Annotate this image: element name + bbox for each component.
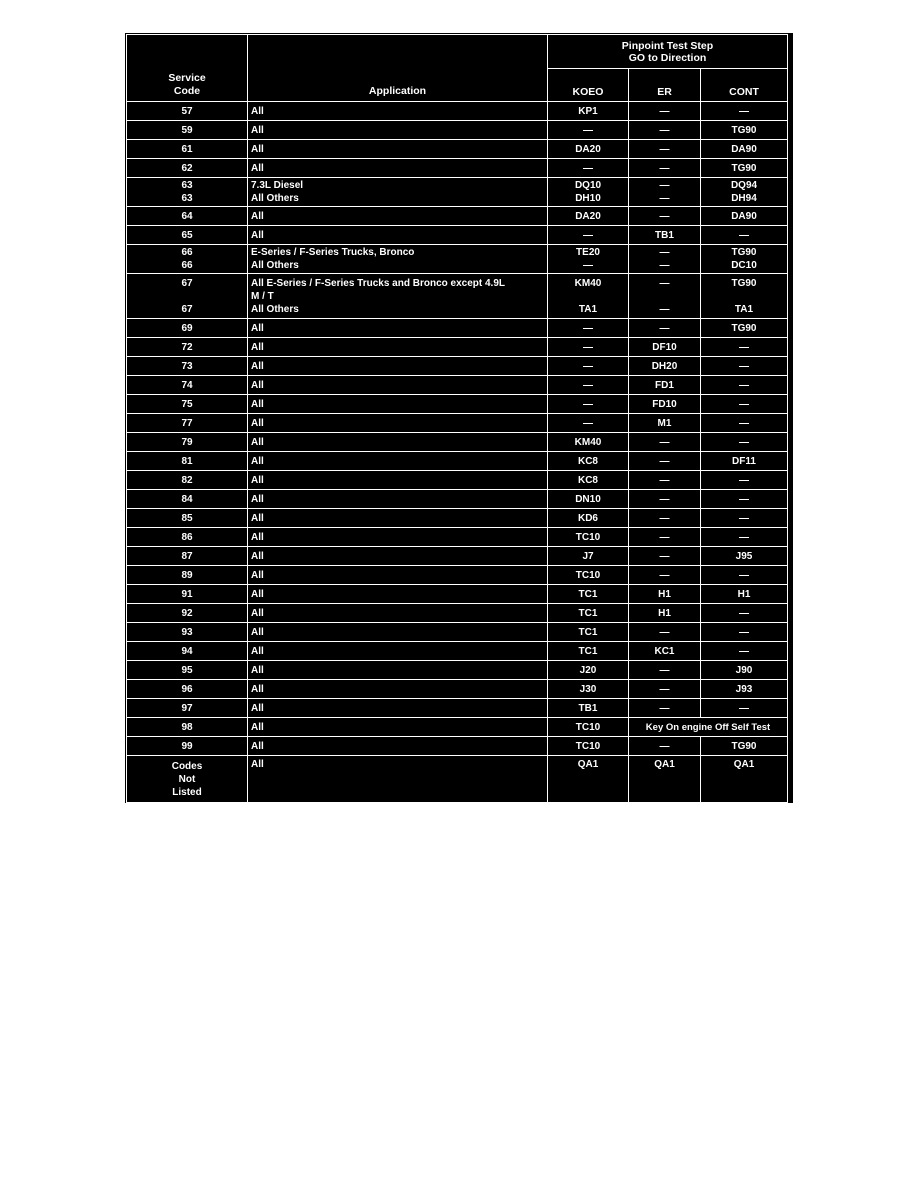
er-cell: KC1	[629, 642, 701, 661]
er-cell: — —	[629, 178, 701, 207]
cont-cell: QA1	[701, 756, 788, 803]
koeo-cell: TE20 —	[548, 245, 629, 274]
cont-cell: TG90 TA1	[701, 274, 788, 319]
application-cell: All	[248, 452, 548, 471]
service-code-cell: 67 67	[127, 274, 248, 319]
header-er: ER	[629, 69, 701, 102]
koeo-cell: —	[548, 121, 629, 140]
koeo-cell: —	[548, 414, 629, 433]
table-row	[127, 226, 788, 245]
application-cell: All	[248, 121, 548, 140]
table-row	[127, 178, 788, 207]
cont-cell: J93	[701, 680, 788, 699]
cont-cell: —	[701, 604, 788, 623]
table-row	[127, 737, 788, 756]
er-cell: —	[629, 509, 701, 528]
er-cell: —	[629, 207, 701, 226]
table-row	[127, 102, 788, 121]
application-cell: All	[248, 207, 548, 226]
koeo-cell: KD6	[548, 509, 629, 528]
koeo-cell: —	[548, 395, 629, 414]
cont-cell: —	[701, 509, 788, 528]
er-cell: —	[629, 661, 701, 680]
table-row	[127, 274, 788, 319]
table-row	[127, 680, 788, 699]
er-cell: —	[629, 490, 701, 509]
er-cell: —	[629, 452, 701, 471]
application-cell: All	[248, 102, 548, 121]
cont-cell: —	[701, 433, 788, 452]
cont-cell: DQ94 DH94	[701, 178, 788, 207]
service-code-cell: 87	[127, 547, 248, 566]
service-code-cell: 74	[127, 376, 248, 395]
cont-cell: TG90 DC10	[701, 245, 788, 274]
koeo-cell: —	[548, 376, 629, 395]
er-cell: FD10	[629, 395, 701, 414]
service-code-cell: 63 63	[127, 178, 248, 207]
application-cell: All E-Series / F-Series Trucks and Bronco except 4.9L M / T All Others	[248, 274, 548, 319]
cont-cell: —	[701, 226, 788, 245]
service-code-cell: 95	[127, 661, 248, 680]
service-code-cell: 96	[127, 680, 248, 699]
er-cell: —	[629, 737, 701, 756]
koeo-cell: —	[548, 319, 629, 338]
application-cell: All	[248, 547, 548, 566]
koeo-cell: DQ10 DH10	[548, 178, 629, 207]
koeo-cell: —	[548, 159, 629, 178]
table-row	[127, 433, 788, 452]
cont-cell: TG90	[701, 121, 788, 140]
cont-cell: —	[701, 102, 788, 121]
er-cell: —	[629, 623, 701, 642]
application-cell: 7.3L Diesel All Others	[248, 178, 548, 207]
service-code-cell: 84	[127, 490, 248, 509]
application-cell: All	[248, 414, 548, 433]
koeo-cell: —	[548, 357, 629, 376]
er-cell: DF10	[629, 338, 701, 357]
table-row	[127, 718, 788, 737]
header-service-code: Service Code	[127, 35, 248, 102]
table-row	[127, 159, 788, 178]
application-cell: All	[248, 226, 548, 245]
cont-cell: —	[701, 376, 788, 395]
service-code-table-panel	[125, 33, 793, 803]
table-row	[127, 604, 788, 623]
er-cell: —	[629, 159, 701, 178]
service-code-cell: 66 66	[127, 245, 248, 274]
koeo-cell: J30	[548, 680, 629, 699]
table-row	[127, 471, 788, 490]
er-cont-note-cell: Key On engine Off Self Test	[629, 718, 788, 737]
table-row	[127, 623, 788, 642]
service-code-cell: 65	[127, 226, 248, 245]
application-cell: All	[248, 471, 548, 490]
cont-cell: —	[701, 395, 788, 414]
table-row	[127, 319, 788, 338]
er-cell: FD1	[629, 376, 701, 395]
service-code-cell: 92	[127, 604, 248, 623]
er-cell: —	[629, 566, 701, 585]
application-cell: All	[248, 338, 548, 357]
cont-cell: TG90	[701, 737, 788, 756]
service-code-cell: 57	[127, 102, 248, 121]
table-row	[127, 207, 788, 226]
service-code-cell: 79	[127, 433, 248, 452]
application-cell: All	[248, 509, 548, 528]
service-code-cell: 98	[127, 718, 248, 737]
koeo-cell: QA1	[548, 756, 629, 803]
application-cell: All	[248, 319, 548, 338]
er-cell: H1	[629, 585, 701, 604]
header-application: Application	[248, 35, 548, 102]
application-cell: All	[248, 661, 548, 680]
application-cell: All	[248, 642, 548, 661]
koeo-cell: J7	[548, 547, 629, 566]
service-code-cell: 91	[127, 585, 248, 604]
cont-cell: TG90	[701, 159, 788, 178]
koeo-cell: KM40 TA1	[548, 274, 629, 319]
cont-cell: DA90	[701, 140, 788, 159]
application-cell: All	[248, 756, 548, 803]
er-cell: —	[629, 528, 701, 547]
er-cell: DH20	[629, 357, 701, 376]
header-pinpoint-test-step: Pinpoint Test Step GO to Direction	[548, 35, 788, 69]
service-code-cell: 86	[127, 528, 248, 547]
application-cell: All	[248, 357, 548, 376]
koeo-cell: KP1	[548, 102, 629, 121]
er-cell: QA1	[629, 756, 701, 803]
er-cell: —	[629, 547, 701, 566]
service-code-cell: 69	[127, 319, 248, 338]
table-row	[127, 585, 788, 604]
er-cell: —	[629, 471, 701, 490]
cont-cell: DF11	[701, 452, 788, 471]
er-cell: — —	[629, 274, 701, 319]
table-row	[127, 452, 788, 471]
application-cell: All	[248, 159, 548, 178]
koeo-cell: KC8	[548, 452, 629, 471]
koeo-cell: TC10	[548, 718, 629, 737]
service-code-cell: 85	[127, 509, 248, 528]
er-cell: —	[629, 680, 701, 699]
table-row	[127, 245, 788, 274]
service-code-cell: 64	[127, 207, 248, 226]
cont-cell: —	[701, 414, 788, 433]
er-cell: H1	[629, 604, 701, 623]
application-cell: All	[248, 604, 548, 623]
service-code-cell: 72	[127, 338, 248, 357]
service-code-cell: 81	[127, 452, 248, 471]
er-cell: —	[629, 433, 701, 452]
application-cell: All	[248, 623, 548, 642]
er-cell: —	[629, 121, 701, 140]
cont-cell: —	[701, 490, 788, 509]
koeo-cell: TC1	[548, 585, 629, 604]
application-cell: All	[248, 433, 548, 452]
cont-cell: —	[701, 528, 788, 547]
cont-cell: —	[701, 357, 788, 376]
cont-cell: —	[701, 566, 788, 585]
er-cell: —	[629, 699, 701, 718]
service-code-cell: 62	[127, 159, 248, 178]
table-row	[127, 121, 788, 140]
service-code-table	[126, 34, 788, 803]
cont-cell: TG90	[701, 319, 788, 338]
table-row	[127, 566, 788, 585]
cont-cell: —	[701, 699, 788, 718]
koeo-cell: DA20	[548, 207, 629, 226]
table-row	[127, 414, 788, 433]
koeo-cell: TC10	[548, 528, 629, 547]
cont-cell: DA90	[701, 207, 788, 226]
header-cont: CONT	[701, 69, 788, 102]
header-koeo: KOEO	[548, 69, 629, 102]
table-row	[127, 642, 788, 661]
table-row	[127, 357, 788, 376]
service-code-cell: 93	[127, 623, 248, 642]
koeo-cell: —	[548, 338, 629, 357]
cont-cell: H1	[701, 585, 788, 604]
table-row	[127, 338, 788, 357]
table-row	[127, 376, 788, 395]
koeo-cell: TC1	[548, 623, 629, 642]
er-cell: TB1	[629, 226, 701, 245]
er-cell: — —	[629, 245, 701, 274]
service-code-cell: 97	[127, 699, 248, 718]
table-row	[127, 699, 788, 718]
table-row	[127, 661, 788, 680]
koeo-cell: DN10	[548, 490, 629, 509]
service-code-cell: 77	[127, 414, 248, 433]
application-cell: All	[248, 699, 548, 718]
koeo-cell: TC1	[548, 604, 629, 623]
table-row	[127, 395, 788, 414]
application-cell: All	[248, 566, 548, 585]
table-row	[127, 490, 788, 509]
application-cell: All	[248, 680, 548, 699]
service-code-cell: 73	[127, 357, 248, 376]
application-cell: All	[248, 585, 548, 604]
application-cell: All	[248, 140, 548, 159]
service-code-cell: Codes Not Listed	[127, 756, 248, 803]
application-cell: All	[248, 395, 548, 414]
koeo-cell: TC1	[548, 642, 629, 661]
cont-cell: —	[701, 642, 788, 661]
cont-cell: —	[701, 471, 788, 490]
table-row	[127, 509, 788, 528]
cont-cell: —	[701, 338, 788, 357]
er-cell: —	[629, 102, 701, 121]
service-code-cell: 89	[127, 566, 248, 585]
koeo-cell: J20	[548, 661, 629, 680]
cont-cell: —	[701, 623, 788, 642]
service-code-cell: 94	[127, 642, 248, 661]
service-code-cell: 99	[127, 737, 248, 756]
application-cell: All	[248, 490, 548, 509]
koeo-cell: KC8	[548, 471, 629, 490]
er-cell: M1	[629, 414, 701, 433]
application-cell: All	[248, 528, 548, 547]
application-cell: All	[248, 737, 548, 756]
table-row	[127, 528, 788, 547]
koeo-cell: —	[548, 226, 629, 245]
koeo-cell: TC10	[548, 737, 629, 756]
table-row	[127, 547, 788, 566]
application-cell: All	[248, 718, 548, 737]
service-code-cell: 82	[127, 471, 248, 490]
service-code-cell: 75	[127, 395, 248, 414]
application-cell: E-Series / F-Series Trucks, Bronco All Others	[248, 245, 548, 274]
er-cell: —	[629, 319, 701, 338]
cont-cell: J95	[701, 547, 788, 566]
cont-cell: J90	[701, 661, 788, 680]
koeo-cell: TC10	[548, 566, 629, 585]
koeo-cell: KM40	[548, 433, 629, 452]
koeo-cell: DA20	[548, 140, 629, 159]
table-row	[127, 140, 788, 159]
table-row	[127, 756, 788, 803]
service-code-cell: 59	[127, 121, 248, 140]
er-cell: —	[629, 140, 701, 159]
service-code-cell: 61	[127, 140, 248, 159]
application-cell: All	[248, 376, 548, 395]
koeo-cell: TB1	[548, 699, 629, 718]
